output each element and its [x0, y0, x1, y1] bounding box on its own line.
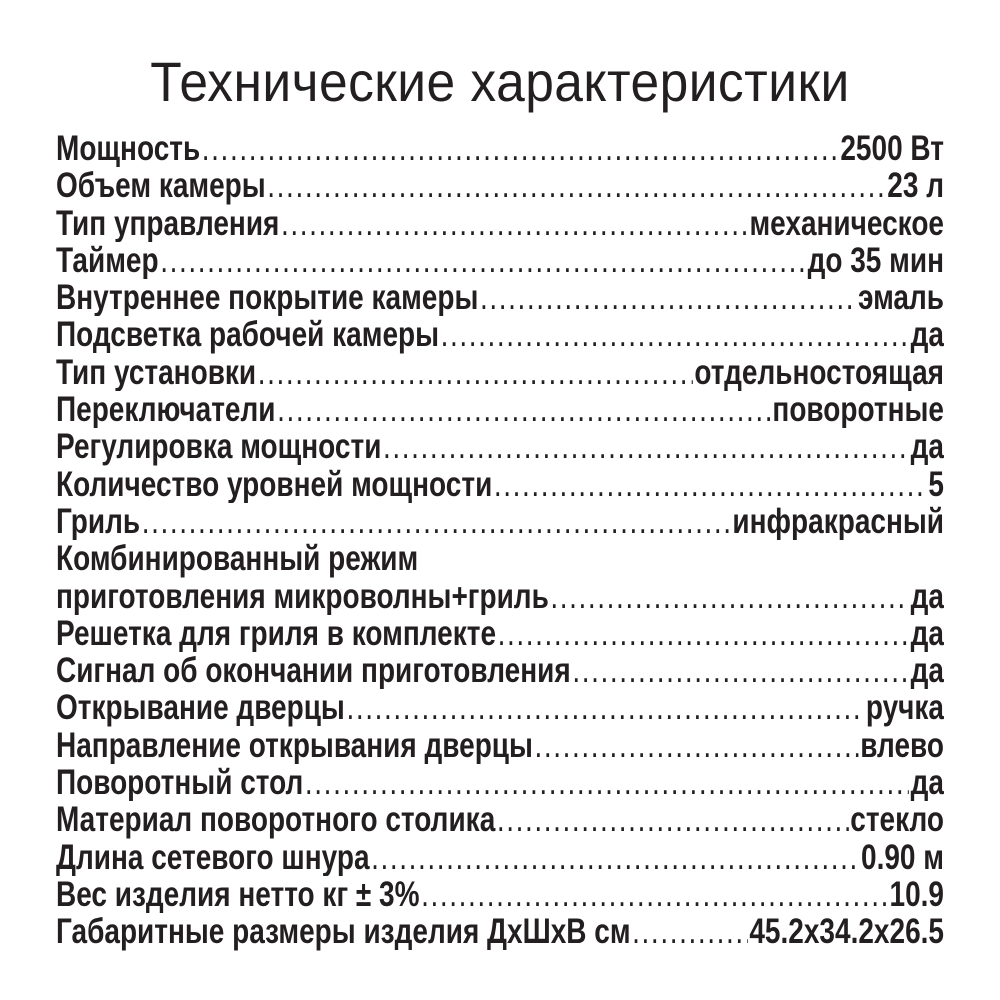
spec-row-control-type — [56, 205, 944, 242]
dot-leader — [371, 839, 859, 876]
spec-value: 45.2х34.2х26.5 — [749, 913, 944, 951]
spec-label: Мощность — [56, 130, 201, 168]
dot-leader — [258, 354, 693, 391]
spec-row-grill — [56, 503, 944, 540]
spec-value: механическое — [749, 204, 944, 242]
spec-label: Комбинированный режим — [56, 540, 419, 578]
spec-label: Вес изделия нетто кг ± 3% — [56, 875, 420, 914]
spec-label: Тип управления — [56, 204, 280, 242]
dot-leader — [632, 913, 748, 950]
spec-label: Тип установки — [56, 353, 257, 392]
spec-row-interior-light — [56, 316, 944, 353]
spec-value: инфракрасный — [732, 502, 944, 541]
spec-label: Переключатели — [56, 391, 276, 429]
dot-leader — [160, 242, 806, 279]
spec-label: Открывание дверцы — [56, 689, 345, 727]
spec-label: Габаритные размеры изделия ДхШхВ см — [56, 913, 631, 951]
spec-value: эмаль — [857, 279, 944, 317]
spec-value: 5 — [928, 465, 944, 503]
spec-value: да — [910, 652, 944, 690]
dot-leader — [572, 652, 909, 689]
dot-leader — [480, 279, 856, 316]
specs-list — [56, 130, 944, 951]
dot-leader — [202, 130, 839, 167]
page-title: Технические характеристики — [150, 50, 850, 113]
spec-value: до 35 мин — [807, 241, 944, 280]
spec-row-power-adjustment — [56, 428, 944, 465]
dot-leader — [494, 466, 927, 503]
dot-leader — [142, 503, 731, 540]
spec-row-timer — [56, 242, 944, 279]
spec-row-cord-length — [56, 839, 944, 876]
spec-value: да — [910, 577, 944, 615]
spec-value: отдельностоящая — [694, 353, 944, 392]
spec-value: да — [910, 764, 944, 802]
spec-label: Количество уровней мощности — [56, 465, 493, 503]
spec-value: да — [910, 614, 944, 653]
spec-row-interior-coating — [56, 279, 944, 316]
spec-label: Поворотный стол — [56, 764, 304, 802]
spec-label: Таймер — [56, 241, 159, 280]
dot-leader — [267, 167, 885, 204]
dot-leader — [497, 801, 849, 838]
spec-row-combined-mode — [56, 578, 944, 615]
spec-label: Длина сетевого шнура — [56, 838, 370, 876]
spec-row-volume — [56, 167, 944, 204]
spec-value: 0.90 м — [861, 838, 944, 876]
spec-row-dimensions — [56, 913, 944, 950]
spec-label: Направление открывания дверцы — [56, 726, 533, 765]
spec-row-door-opening — [56, 689, 944, 726]
spec-value: 23 л — [887, 167, 944, 205]
spec-row-installation-type — [56, 354, 944, 391]
spec-row-switches — [56, 391, 944, 428]
spec-row-turntable — [56, 764, 944, 801]
spec-label: Сигнал об окончании приготовления — [56, 652, 571, 690]
spec-row-turntable-material — [56, 801, 944, 838]
spec-label: Гриль — [56, 502, 141, 541]
spec-value: да — [910, 316, 944, 354]
spec-value: 2500 Вт — [840, 130, 944, 168]
spec-row-power-levels — [56, 466, 944, 503]
spec-row-net-weight — [56, 876, 944, 913]
spec-value: поворотные — [772, 391, 944, 429]
dot-leader — [383, 428, 909, 465]
spec-value: да — [910, 428, 944, 466]
dot-leader — [281, 205, 748, 242]
spec-row-power — [56, 130, 944, 167]
spec-value: влево — [860, 726, 944, 765]
spec-label: Регулировка мощности — [56, 428, 382, 466]
dot-leader — [550, 578, 909, 615]
spec-value: стекло — [850, 801, 944, 839]
spec-row-door-direction — [56, 727, 944, 764]
spec-label: Внутреннее покрытие камеры — [56, 279, 479, 317]
spec-value: 10.9 — [889, 875, 944, 914]
dot-leader — [305, 764, 909, 801]
spec-label: приготовления микроволны+гриль — [56, 577, 549, 615]
dot-leader — [277, 391, 771, 428]
spec-label: Объем камеры — [56, 167, 266, 205]
dot-leader — [535, 727, 859, 764]
spec-label: Решетка для гриля в комплекте — [56, 614, 497, 653]
dot-leader — [441, 316, 909, 353]
spec-row-combined-mode-heading — [56, 540, 944, 577]
spec-row-end-signal — [56, 652, 944, 689]
dot-leader — [346, 689, 864, 726]
spec-row-grill-rack — [56, 615, 944, 652]
spec-label: Подсветка рабочей камеры — [56, 316, 440, 354]
dot-leader — [421, 876, 888, 913]
spec-label: Материал поворотного столика — [56, 801, 496, 839]
spec-value: ручка — [865, 689, 944, 727]
dot-leader — [498, 615, 909, 652]
